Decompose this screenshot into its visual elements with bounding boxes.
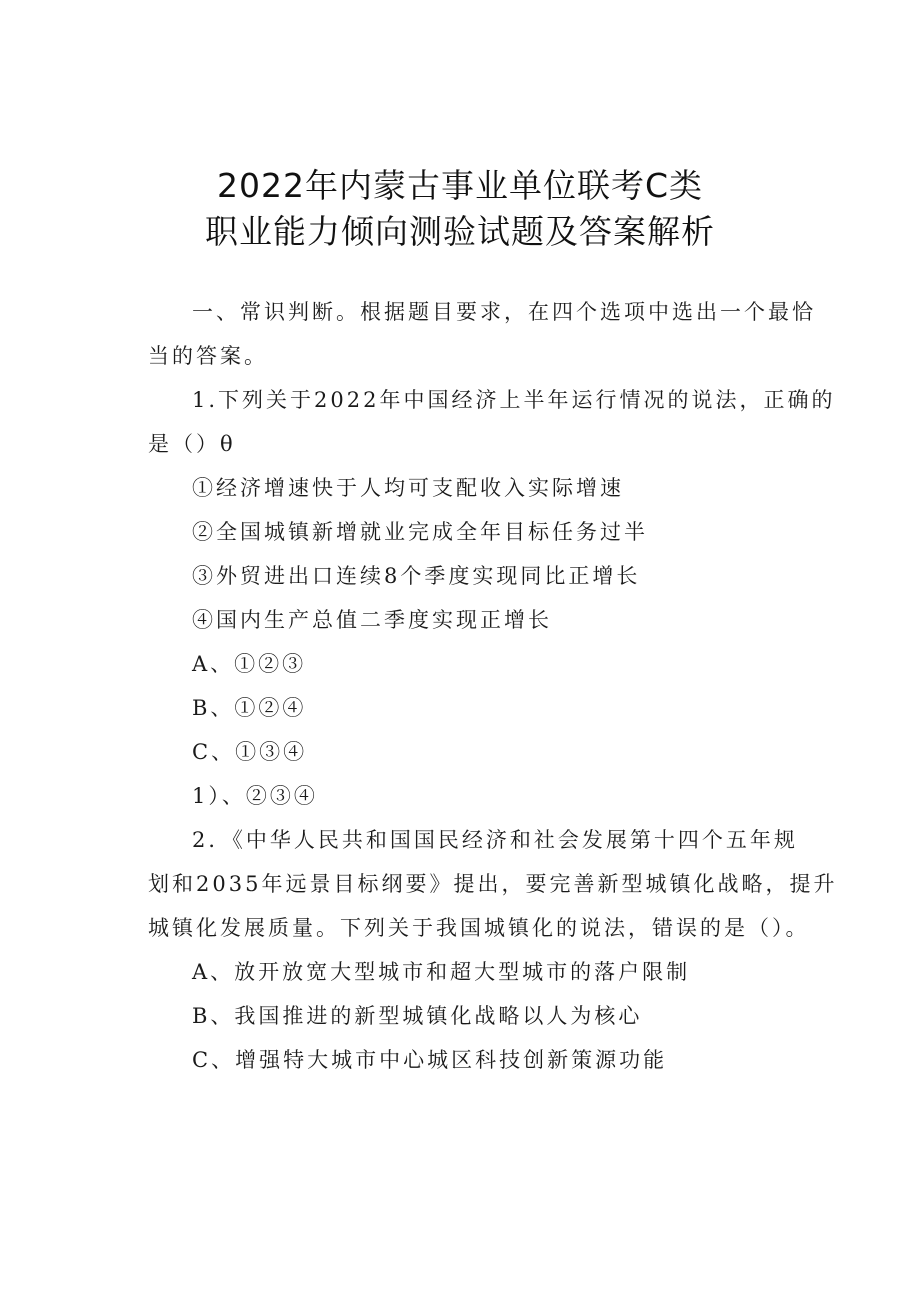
question-1-statement-2: ②全国城镇新增就业完成全年目标任务过半: [192, 520, 648, 544]
question-1-statement-3: ③外贸进出口连续8个季度实现同比正增长: [192, 564, 641, 588]
question-1-stem-line-1: 1.下列关于2022年中国经济上半年运行情况的说法，正确的: [192, 388, 836, 412]
question-2-option-c: C、增强特大城市中心城区科技创新策源功能: [192, 1048, 668, 1072]
question-1-statement-1: ①经济增速快于人均可支配收入实际增速: [192, 476, 624, 500]
question-1-option-c: C、①③④: [192, 740, 308, 764]
section-heading-line-1: 一、常识判断。根据题目要求，在四个选项中选出一个最恰: [192, 300, 816, 324]
document-title-line-2: 职业能力倾向测验试题及答案解析: [205, 212, 715, 251]
question-1-option-a: A、①②③: [192, 652, 307, 676]
section-heading-line-2: 当的答案。: [148, 344, 268, 368]
question-2-option-a: A、放开放宽大型城市和超大型城市的落户限制: [192, 960, 691, 984]
document-title-line-1: 2022年内蒙古事业单位联考C类: [216, 166, 704, 205]
question-1-option-b: B、①②④: [192, 696, 307, 720]
question-2-option-b: B、我国推进的新型城镇化战略以人为核心: [192, 1004, 643, 1028]
question-2-stem-line-2: 划和2035年远景目标纲要》提出，要完善新型城镇化战略，提升: [148, 872, 838, 896]
question-2-stem-line-1: 2．《中华人民共和国国民经济和社会发展第十四个五年规: [192, 828, 798, 852]
question-1-statement-4: ④国内生产总值二季度实现正增长: [192, 608, 552, 632]
question-1-stem-line-2: 是（）θ: [148, 432, 236, 456]
question-1-option-d: 1）、②③④: [192, 784, 318, 808]
question-2-stem-line-3: 城镇化发展质量。下列关于我国城镇化的说法，错误的是（）。: [148, 916, 810, 940]
